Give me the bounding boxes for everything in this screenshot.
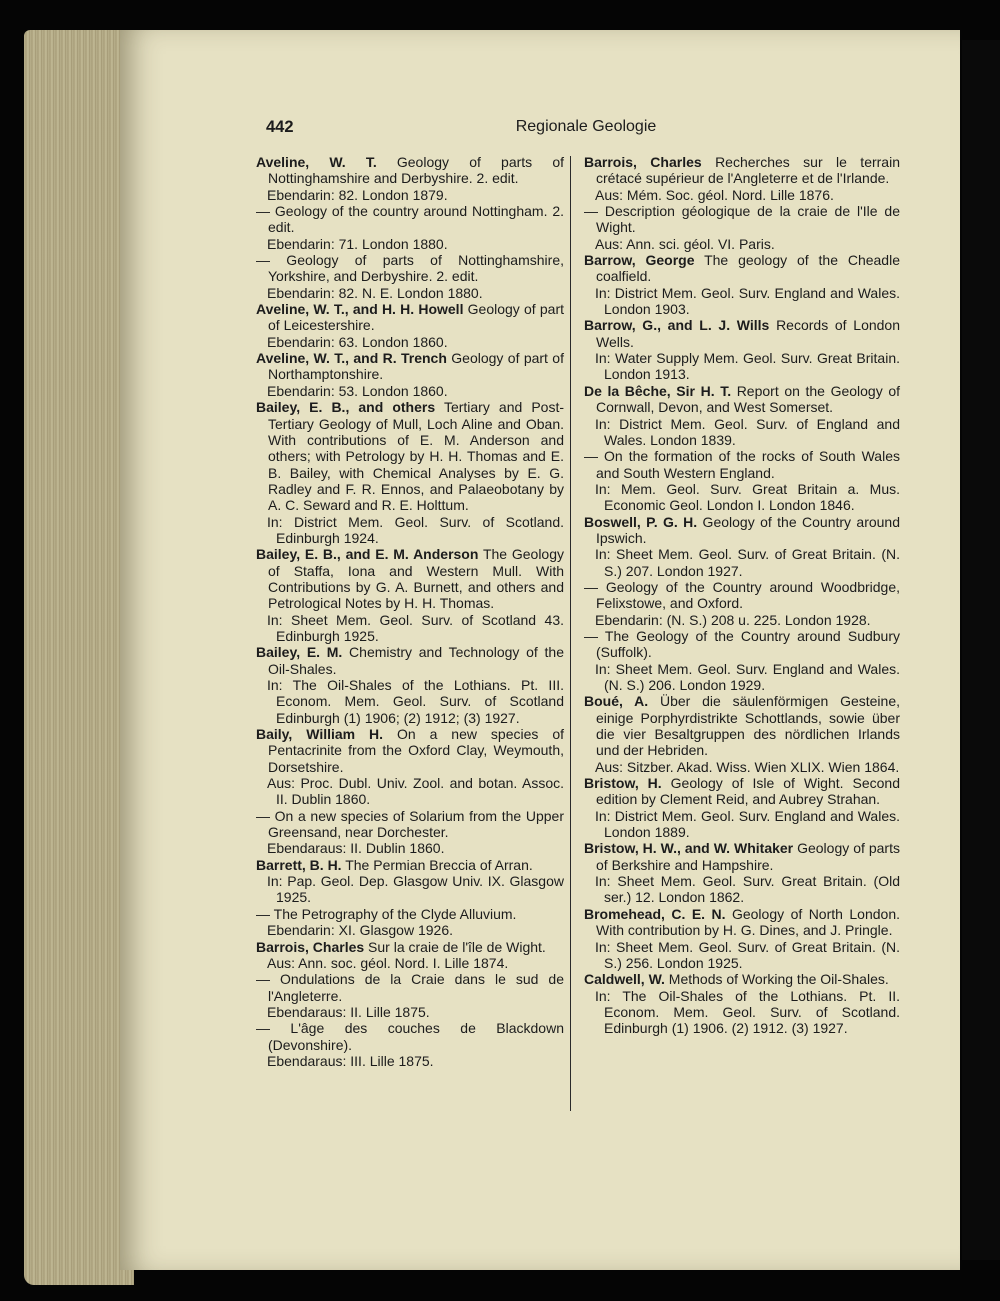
entry-text: Ebendarin: 82. N. E. London 1880. bbox=[267, 284, 483, 301]
entry-text: In: District Mem. Geol. Surv. of Scotland. Edinburgh 1924. bbox=[267, 513, 564, 546]
entry-text: In: Pap. Geol. Dep. Glasgow Univ. IX. Glasgow 1925. bbox=[267, 873, 564, 906]
bibliography-entry bbox=[256, 546, 564, 644]
entry-text: — Geology of the country around Nottingham. 2. edit. bbox=[256, 203, 564, 236]
entry-author: De la Bêche, Sir H. T. bbox=[584, 382, 732, 399]
entry-text: Report on the Geology of Cornwall, Devon, and West Somerset. bbox=[596, 382, 901, 416]
bibliography-entry bbox=[256, 399, 564, 546]
entry-text: In: District Mem. Geol. Surv. England and Wales. London 1889. bbox=[595, 807, 900, 841]
entry-text: Ebendaraus: III. Lille 1875. bbox=[267, 1052, 434, 1069]
entry-text: Geology of North London. With contribution by H. G. Dines, and J. Pringle. bbox=[596, 905, 900, 939]
bibliography-entry bbox=[584, 693, 900, 775]
entry-title bbox=[256, 939, 564, 955]
entry-author: Bailey, E. B., and others bbox=[256, 399, 436, 416]
entry-text: In: Sheet Mem. Geol. Surv. of Great Britain. (N. S.) 207. London 1927. bbox=[595, 546, 900, 579]
entry-text: In: District Mem. Geol. Surv. of England and Wales. London 1839. bbox=[595, 415, 900, 448]
entry-title bbox=[584, 628, 900, 661]
entry-title bbox=[256, 726, 564, 775]
entry-text: In: District Mem. Geol. Surv. England and Wales. London 1903. bbox=[595, 284, 900, 318]
entry-source bbox=[584, 236, 900, 252]
bibliography-entry bbox=[256, 857, 564, 939]
entry-text: Aus: Proc. Dubl. Univ. Zool. and botan. Assoc. II. Dublin 1860. bbox=[267, 775, 564, 808]
entry-source bbox=[584, 612, 900, 628]
running-head bbox=[266, 118, 906, 142]
entry-title bbox=[256, 203, 564, 236]
entry-title bbox=[584, 252, 900, 285]
entry-text: Chemistry and Technology of the Oil-Shales. bbox=[268, 644, 564, 677]
entry-text: Geology of part of Northamptonshire. bbox=[268, 350, 564, 383]
entry-source bbox=[256, 334, 564, 350]
entry-source bbox=[256, 1053, 564, 1069]
column-divider bbox=[570, 156, 571, 1111]
entry-author: Aveline, W. T., and R. Trench bbox=[256, 350, 447, 367]
bibliography-entry bbox=[584, 317, 900, 382]
entry-text: In: Sheet Mem. Geol. Surv. Great Britain. (Old ser.) 12. London 1862. bbox=[595, 873, 900, 906]
entry-text: Ebendarin: 71. London 1880. bbox=[267, 235, 448, 252]
entry-author: Boswell, P. G. H. bbox=[584, 513, 698, 530]
entry-author: Baily, William H. bbox=[256, 726, 384, 743]
entry-text: The Geology of Staffa, Iona and Western Mull. With Contributions by G. A. Burnett, and others and Petrological Notes by H. H. Thomas. bbox=[268, 546, 565, 612]
entry-text: Aus: Sitzber. Akad. Wiss. Wien XLIX. Wien 1864. bbox=[595, 758, 900, 775]
entry-text: In: The Oil-Shales of the Lothians. Pt. II. Econom. Mem. Geol. Surv. of Scotland. Edinburgh (1) 1906. (2) 1912. (3) 1927. bbox=[595, 987, 900, 1037]
entry-text: In: Sheet Mem. Geol. Surv. England and Wales. (N. S.) 206. London 1929. bbox=[595, 660, 900, 693]
entry-title bbox=[584, 448, 900, 481]
entry-author: Aveline, W. T., and H. H. Howell bbox=[256, 301, 464, 318]
entry-text: Recherches sur le terrain crétacé supérieur de l'Angleterre et de l'Irlande. bbox=[596, 154, 900, 187]
entry-text: — The Geology of the Country around Sudbury (Suffolk). bbox=[584, 627, 900, 661]
bibliography-entry bbox=[584, 775, 900, 840]
page-title: Regionale Geologie bbox=[515, 118, 657, 135]
bibliography-entry bbox=[584, 514, 900, 694]
entry-title bbox=[256, 1020, 564, 1053]
entry-text: Ebendaraus: II. Dublin 1860. bbox=[267, 840, 445, 857]
entry-source bbox=[584, 808, 900, 841]
entry-text: — Description géologique de la craie de l'Ile de Wight. bbox=[584, 203, 900, 236]
entry-source bbox=[584, 285, 900, 318]
entry-title bbox=[584, 317, 900, 350]
bibliography-entry bbox=[256, 350, 564, 399]
entry-text: — Geology of parts of Nottinghamshire, Yorkshire, and Derbyshire. 2. edit. bbox=[256, 252, 564, 285]
entry-author: Barrett, B. H. bbox=[256, 856, 342, 873]
entry-text: — The Petrography of the Clyde Alluvium. bbox=[256, 905, 517, 922]
entry-source bbox=[256, 236, 564, 252]
entry-text: Geology of parts of Nottinghamshire and Derbyshire. 2. edit. bbox=[268, 154, 564, 187]
entry-title bbox=[256, 546, 564, 611]
right-column bbox=[584, 154, 900, 1037]
entry-text: Records of London Wells. bbox=[596, 317, 900, 350]
entry-source bbox=[256, 383, 564, 399]
entry-source bbox=[256, 612, 564, 645]
entry-text: Ebendaraus: II. Lille 1875. bbox=[267, 1003, 430, 1020]
entry-author: Bromehead, C. E. N. bbox=[584, 905, 726, 922]
bibliography-entry bbox=[584, 840, 900, 905]
entry-source bbox=[256, 1004, 564, 1020]
entry-author: Aveline, W. T. bbox=[256, 154, 377, 170]
entry-text: — On a new species of Solarium from the Upper Greensand, near Dorchester. bbox=[256, 807, 564, 841]
bibliography-entry bbox=[584, 383, 900, 514]
entry-title bbox=[584, 693, 900, 758]
entry-source bbox=[256, 677, 564, 726]
bibliography-entry bbox=[256, 644, 564, 726]
book-page-edges bbox=[24, 30, 134, 1285]
entry-title bbox=[256, 399, 564, 513]
entry-author: Bristow, H. bbox=[584, 775, 662, 792]
entry-source bbox=[584, 988, 900, 1037]
entry-text: Ebendarin: XI. Glasgow 1926. bbox=[267, 922, 454, 939]
entry-text: In: Mem. Geol. Surv. Great Britain a. Mus. Economic Geol. London I. London 1846. bbox=[595, 480, 900, 514]
entry-source bbox=[584, 187, 900, 203]
entry-text: The geology of the Cheadle coalfield. bbox=[596, 252, 900, 285]
entry-source bbox=[256, 514, 564, 547]
entry-title bbox=[256, 301, 564, 334]
entry-author: Bristow, H. W., and W. Whitaker bbox=[584, 840, 794, 857]
entry-title bbox=[256, 808, 564, 841]
entry-title bbox=[584, 906, 900, 939]
entry-title bbox=[256, 857, 564, 873]
entry-text: Ebendarin: 53. London 1860. bbox=[267, 382, 448, 399]
entry-source bbox=[256, 955, 564, 971]
left-column bbox=[256, 154, 564, 1069]
entry-text: — L'âge des couches de Blackdown (Devonshire). bbox=[256, 1020, 564, 1053]
entry-title bbox=[256, 906, 564, 922]
entry-text: Ebendarin: 82. London 1879. bbox=[267, 186, 448, 203]
entry-text: Aus: Mém. Soc. géol. Nord. Lille 1876. bbox=[595, 186, 834, 203]
entry-text: On a new species of Pentacrinite from the Oxford Clay, Weymouth, Dorsetshire. bbox=[268, 726, 564, 775]
page-number: 442 bbox=[266, 118, 294, 136]
entry-text: In: The Oil-Shales of the Lothians. Pt. III. Econom. Mem. Geol. Surv. of Scotland Edinburgh (1) 1906; (2) 1912; (3) 1927. bbox=[267, 677, 564, 726]
entry-source bbox=[584, 939, 900, 972]
entry-source bbox=[256, 285, 564, 301]
entry-author: Barrois, Charles bbox=[584, 154, 702, 170]
entry-text: Geology of the Country around Ipswich. bbox=[596, 513, 901, 546]
entry-author: Barrow, George bbox=[584, 252, 695, 269]
entry-text: Aus: Ann. soc. géol. Nord. I. Lille 1874. bbox=[267, 954, 509, 971]
entry-text: Über die säulenförmigen Gesteine, einige Porphyrdistrikte Schottlands, sowie über die vier Besaltgruppen des nördlichen Irlands und der Hebriden. bbox=[596, 693, 901, 759]
entry-title bbox=[256, 154, 564, 187]
entry-source bbox=[584, 350, 900, 383]
entry-text: Methods of Working the Oil-Shales. bbox=[664, 971, 889, 988]
entry-source bbox=[256, 187, 564, 203]
entry-title bbox=[584, 514, 900, 547]
entry-title bbox=[256, 252, 564, 285]
entry-title bbox=[584, 154, 900, 187]
entry-title bbox=[584, 775, 900, 808]
bibliography-entry bbox=[256, 154, 564, 301]
entry-source bbox=[256, 775, 564, 808]
entry-text: Ebendarin: (N. S.) 208 u. 225. London 1928. bbox=[595, 611, 871, 628]
entry-text: Geology of part of Leicestershire. bbox=[268, 301, 564, 334]
facing-page-edge bbox=[962, 40, 1000, 1260]
entry-title bbox=[256, 971, 564, 1004]
bibliography-entry bbox=[584, 906, 900, 971]
entry-source bbox=[584, 759, 900, 775]
bibliography-entry bbox=[584, 154, 900, 252]
bibliography-entry bbox=[256, 301, 564, 350]
entry-text: — Geology of the Country around Woodbridge, Felixstowe, and Oxford. bbox=[584, 578, 900, 612]
entry-source bbox=[584, 546, 900, 579]
entry-source bbox=[584, 416, 900, 449]
bibliography-entry bbox=[256, 939, 564, 1070]
entry-text: The Permian Breccia of Arran. bbox=[341, 856, 533, 873]
entry-text: Geology of parts of Berkshire and Hampshire. bbox=[596, 840, 900, 873]
entry-text: In: Sheet Mem. Geol. Surv. of Great Britain. (N. S.) 256. London 1925. bbox=[595, 938, 900, 971]
entry-author: Bailey, E. B., and E. M. Anderson bbox=[256, 546, 479, 563]
entry-title bbox=[256, 350, 564, 383]
entry-text: In: Water Supply Mem. Geol. Surv. Great Britain. London 1913. bbox=[595, 350, 900, 383]
entry-source bbox=[584, 481, 900, 514]
entry-author: Barrois, Charles bbox=[256, 938, 365, 955]
entry-title bbox=[584, 971, 900, 987]
entry-author: Caldwell, W. bbox=[584, 971, 665, 988]
entry-author: Bailey, E. M. bbox=[256, 644, 343, 661]
entry-title bbox=[584, 203, 900, 236]
entry-text: Geology of Isle of Wight. Second edition by Clement Reid, and Aubrey Strahan. bbox=[596, 775, 900, 808]
entry-source bbox=[256, 922, 564, 938]
entry-text: Sur la craie de l'île de Wight. bbox=[364, 938, 546, 955]
entry-title bbox=[584, 840, 900, 873]
entry-source bbox=[256, 840, 564, 856]
entry-source bbox=[256, 873, 564, 906]
entry-text: Aus: Ann. sci. géol. VI. Paris. bbox=[595, 235, 775, 252]
bibliography-entry bbox=[584, 252, 900, 317]
entry-text: Tertiary and Post-Tertiary Geology of Mull, Loch Aline and Oban. With contributions of E. M. Anderson and others; with Petrology by H. H. Thomas and E. B. Bailey, with Chemical Analyses by E. G. Radley and F. R. Ennos, and Palaeobotany by A. C. Seward and R. E. Holttum. bbox=[268, 399, 564, 514]
bibliography-entry bbox=[584, 971, 900, 1036]
entry-source bbox=[584, 873, 900, 906]
entry-text: — On the formation of the rocks of South Wales and South Western England. bbox=[584, 448, 900, 481]
entry-title bbox=[256, 644, 564, 677]
entry-text: In: Sheet Mem. Geol. Surv. of Scotland 43. Edinburgh 1925. bbox=[267, 611, 564, 644]
entry-title bbox=[584, 579, 900, 612]
entry-text: Ebendarin: 63. London 1860. bbox=[267, 333, 448, 350]
entry-author: Boué, A. bbox=[584, 693, 649, 710]
bibliography-entry bbox=[256, 726, 564, 857]
entry-title bbox=[584, 383, 900, 416]
entry-source bbox=[584, 661, 900, 694]
entry-author: Barrow, G., and L. J. Wills bbox=[584, 317, 770, 334]
entry-text: — Ondulations de la Craie dans le sud de l'Angleterre. bbox=[256, 971, 564, 1004]
